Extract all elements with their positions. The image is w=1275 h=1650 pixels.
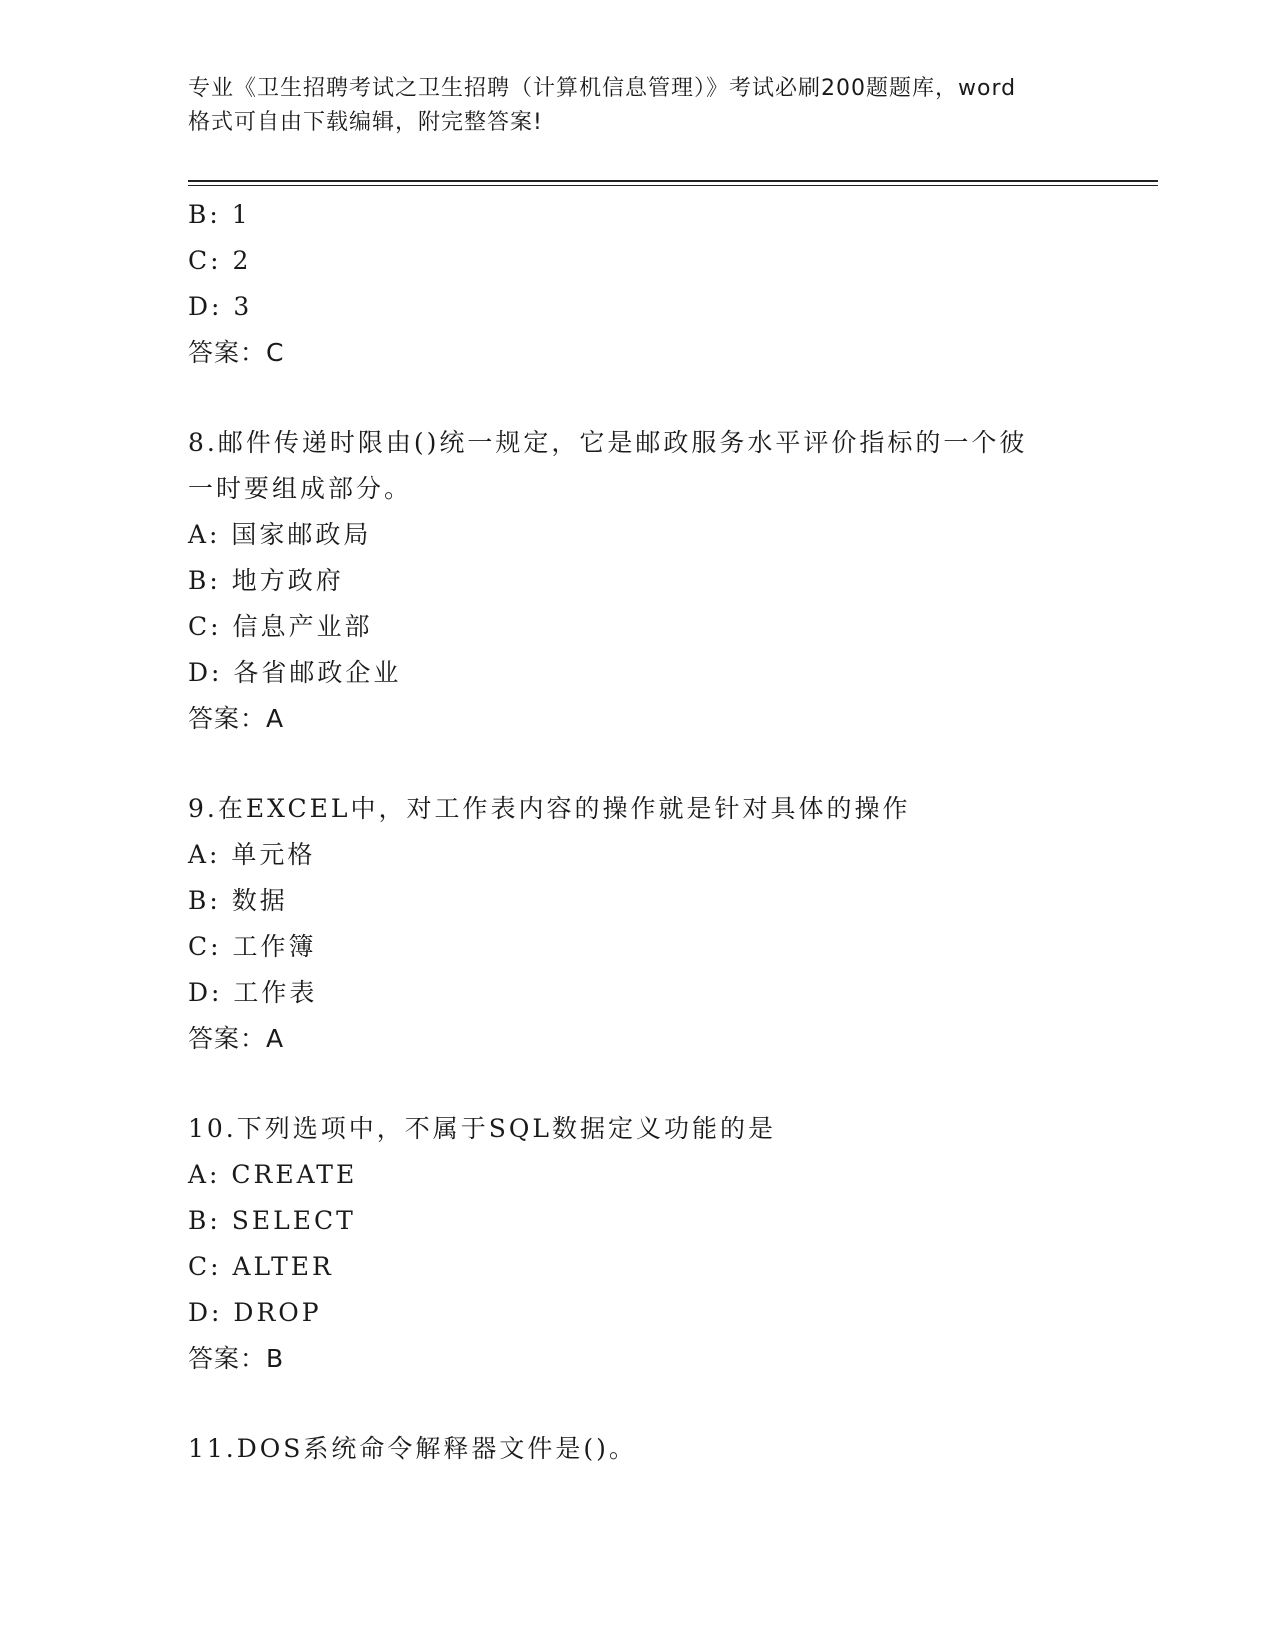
- header-title-line-1: 专业《卫生招聘考试之卫生招聘（计算机信息管理）》考试必刷200题题库，word: [188, 76, 1017, 101]
- question-text: 8.邮件传递时限由()统一规定，它是邮政服务水平评价指标的一个彼: [188, 428, 1028, 457]
- answer-line: 答案：B: [188, 1344, 285, 1373]
- option-c: C: ALTER: [188, 1252, 334, 1281]
- option-a: A: 单元格: [188, 840, 316, 869]
- option-a: A: 国家邮政局: [188, 520, 372, 549]
- option-c: C: 信息产业部: [188, 612, 373, 641]
- question-text-continued: 一时要组成部分。: [188, 474, 413, 503]
- answer-line: 答案：C: [188, 338, 285, 367]
- question-text: 10.下列选项中，不属于SQL数据定义功能的是: [188, 1114, 776, 1143]
- option-a: A: CREATE: [188, 1160, 358, 1189]
- answer-line: 答案：A: [188, 1024, 285, 1053]
- question-10-block: [188, 1106, 1088, 1382]
- question-text: 9.在EXCEL中，对工作表内容的操作就是针对具体的操作: [188, 794, 911, 823]
- option-c: C: 2: [188, 246, 252, 275]
- question-text: 11.DOS系统命令解释器文件是()。: [188, 1434, 637, 1463]
- question-7-block: [188, 192, 1088, 376]
- option-d: D: DROP: [188, 1298, 322, 1327]
- document-header: [188, 72, 1088, 140]
- header-title-line-2: 格式可自由下载编辑，附完整答案!: [188, 110, 543, 135]
- option-d: D: 工作表: [188, 978, 318, 1007]
- question-9-block: [188, 786, 1088, 1062]
- header-divider-thick: [188, 180, 1158, 182]
- question-content: [188, 192, 1088, 1472]
- option-b: B: 地方政府: [188, 566, 344, 595]
- answer-line: 答案：A: [188, 704, 285, 733]
- option-b: B: 1: [188, 200, 251, 229]
- question-11-block: [188, 1426, 1088, 1472]
- header-divider-thin: [188, 185, 1158, 186]
- option-b: B: 数据: [188, 886, 288, 915]
- question-8-block: [188, 420, 1088, 742]
- option-d: D: 3: [188, 292, 253, 321]
- option-c: C: 工作簿: [188, 932, 317, 961]
- option-b: B: SELECT: [188, 1206, 356, 1235]
- option-d: D: 各省邮政企业: [188, 658, 402, 687]
